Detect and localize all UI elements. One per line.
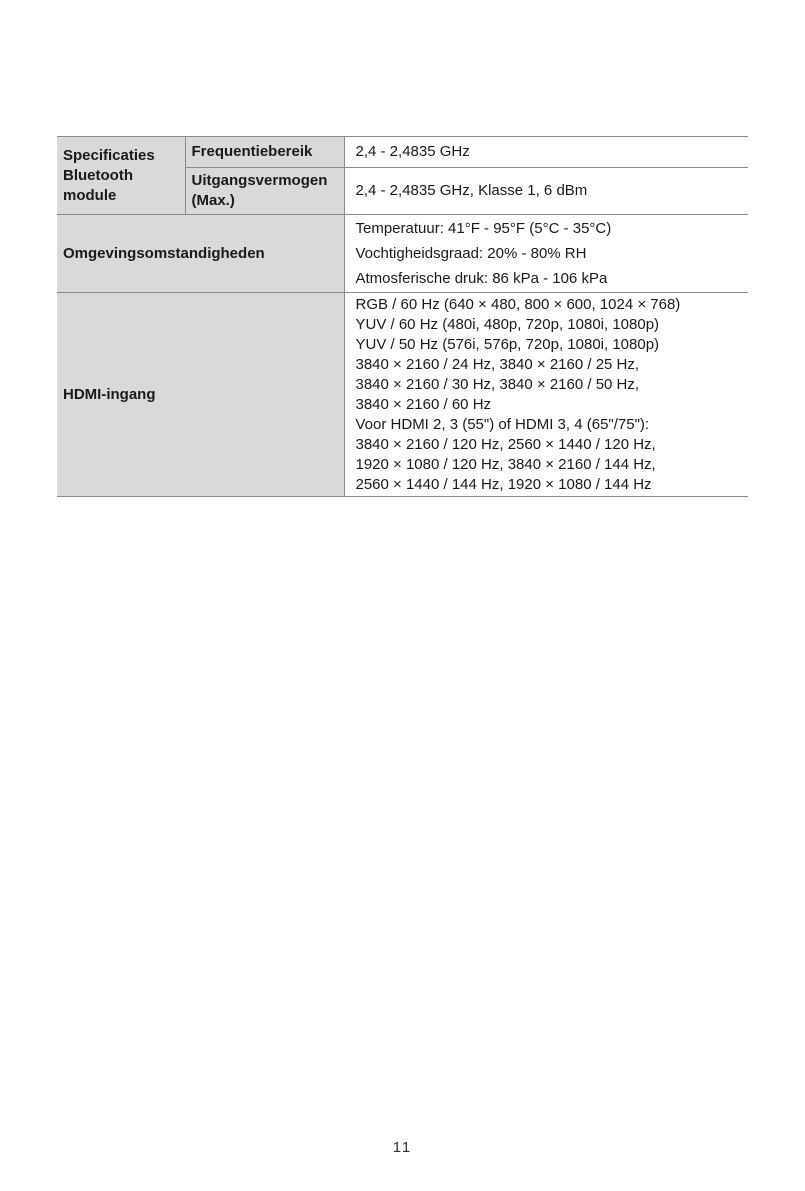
bluetooth-label-line: module — [63, 186, 117, 204]
frequency-range-label: Frequentiebereik — [185, 137, 344, 168]
environment-values — [344, 215, 748, 293]
frequency-range-value: 2,4 - 2,4835 GHz — [344, 137, 748, 168]
hdmi-value-line: 3840 × 2160 / 30 Hz, 3840 × 2160 / 50 Hz, — [355, 375, 640, 393]
hdmi-value-line: 1920 × 1080 / 120 Hz, 3840 × 2160 / 144 Hz, — [355, 455, 656, 473]
hdmi-value-line: Voor HDMI 2, 3 (55") of HDMI 3, 4 (65"/75"): — [355, 415, 650, 433]
environment-label: Omgevingsomstandigheden — [57, 215, 344, 293]
hdmi-value-line: YUV / 60 Hz (480i, 480p, 720p, 1080i, 1080p) — [355, 315, 660, 333]
specifications-table — [57, 136, 748, 497]
bluetooth-label-line: Specificaties — [63, 146, 155, 164]
output-power-label-line: Uitgangsvermogen — [191, 172, 328, 189]
hdmi-value-line: 3840 × 2160 / 24 Hz, 3840 × 2160 / 25 Hz, — [355, 355, 640, 373]
page-number: 11 — [392, 1139, 413, 1156]
output-power-value: 2,4 - 2,4835 GHz, Klasse 1, 6 dBm — [344, 168, 748, 215]
hdmi-value-line: YUV / 50 Hz (576i, 576p, 720p, 1080i, 1080p) — [355, 335, 660, 353]
environment-humidity: Vochtigheidsgraad: 20% - 80% RH — [355, 245, 587, 262]
hdmi-value-line: 2560 × 1440 / 144 Hz, 1920 × 1080 / 144 Hz — [355, 475, 652, 493]
bluetooth-label-line: Bluetooth — [63, 166, 133, 184]
hdmi-input-label: HDMI-ingang — [57, 293, 344, 497]
hdmi-input-values — [344, 293, 748, 497]
hdmi-value-line: RGB / 60 Hz (640 × 480, 800 × 600, 1024 × 768) — [355, 295, 681, 313]
output-power-label — [185, 168, 344, 215]
hdmi-value-line: 3840 × 2160 / 60 Hz — [355, 395, 492, 413]
output-power-label-line: (Max.) — [191, 192, 235, 209]
table-row-environment — [57, 215, 748, 293]
table-row-bluetooth-frequency — [57, 137, 748, 168]
hdmi-value-line: 3840 × 2160 / 120 Hz, 2560 × 1440 / 120 Hz, — [355, 435, 656, 453]
environment-pressure: Atmosferische druk: 86 kPa - 106 kPa — [355, 270, 608, 287]
table-row-hdmi — [57, 293, 748, 497]
bluetooth-module-label — [57, 137, 185, 215]
environment-temperature: Temperatuur: 41°F - 95°F (5°C - 35°C) — [355, 220, 612, 237]
